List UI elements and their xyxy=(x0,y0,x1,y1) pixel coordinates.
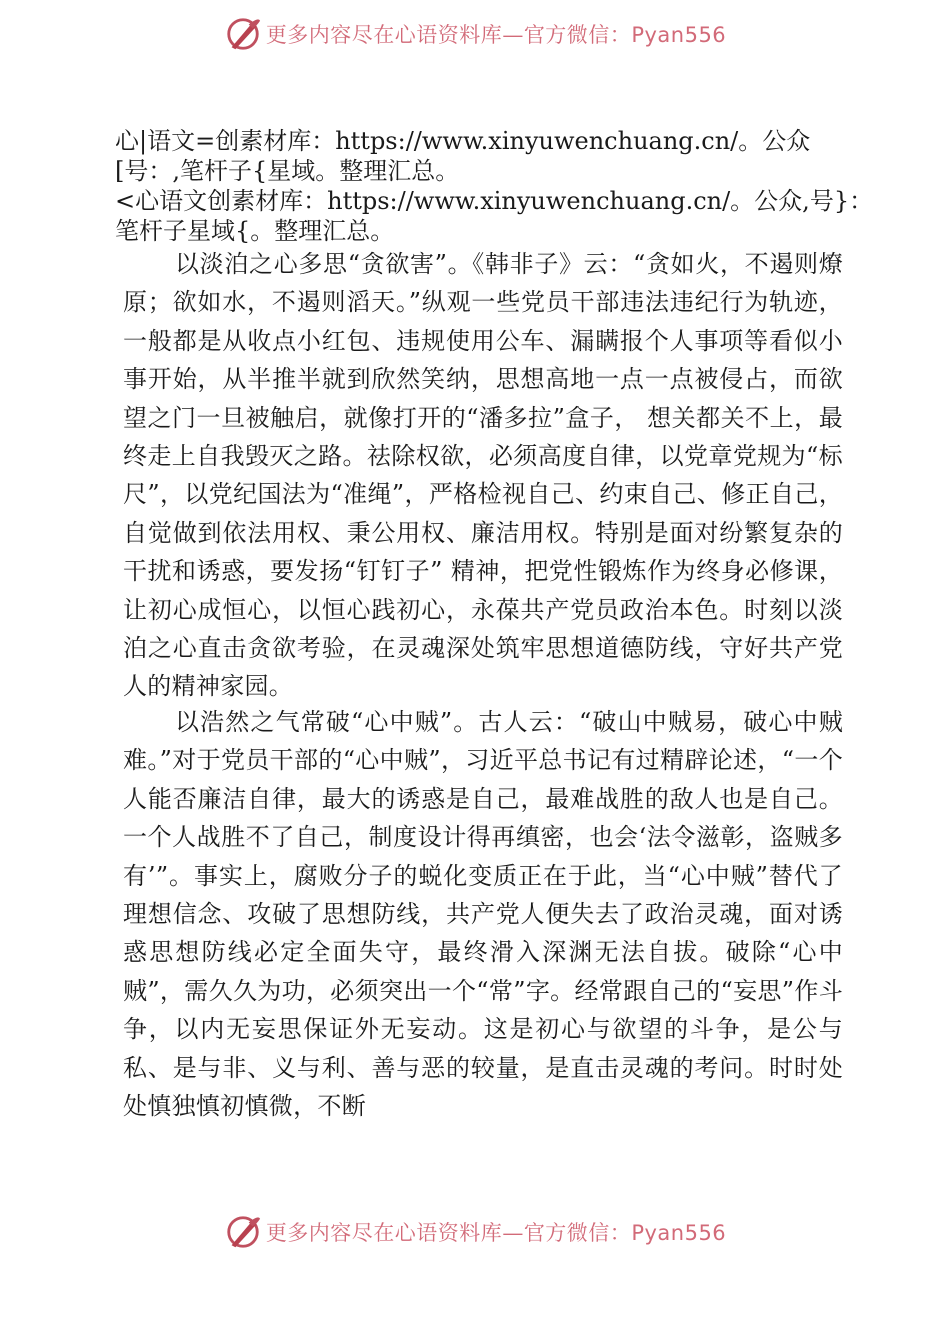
bottom-banner xyxy=(0,1212,950,1252)
header-line: 笔杆子星域{。整理汇总。 xyxy=(115,217,395,245)
header-lines xyxy=(115,126,915,246)
banner-wechat-id: Pyan556 xyxy=(631,1221,727,1245)
banner-wechat-id: Pyan556 xyxy=(631,23,727,47)
banner-text xyxy=(266,19,726,49)
banner-wechat-label: 官方微信： xyxy=(523,1221,632,1245)
banner-text xyxy=(266,1217,726,1247)
quill-logo-icon xyxy=(224,15,262,53)
header-line: 心|语文=创素材库：https://www.xinyuwenchuang.cn/。公众 xyxy=(115,127,811,155)
header-line: [号：,笔杆子{星域。整理汇总。 xyxy=(115,157,460,185)
banner-wechat-label: 官方微信： xyxy=(523,23,632,47)
paragraph-2: 以浩然之气常破“心中贼”。古人云：“破山中贼易，破心中贼难。”对于党员干部的“心中贼”，习近平总书记有过精辟论述，“一个人能否廉洁自律，最大的诱惑是自己，最难战胜的敌人也是自己。一个人战胜不了自己，制度设计得再缜密，也会‘法令滋彰，盗贼多有’”。事实上，腐败分子的蜕化变质正在于此，当“心中贼”替代了理想信念、攻破了思想防线，共产党人便失去了政治灵魂，面对诱惑思想防线必定全面失守，最终滑入深渊无法自拔。破除“心中贼”，需久久为功，必须突出一个“常”字。经常跟自己的“妄思”作斗争，以内无妄思保证外无妄动。这是初心与欲望的斗争，是公与私、是与非、义与利、善与恶的较量，是直击灵魂的考问。时时处处慎独慎初慎微，不断 xyxy=(123,708,843,1121)
banner-title: 更多内容尽在心语资料库 xyxy=(265,23,503,47)
header-line: <心语文创素材库：https://www.xinyuwenchuang.cn/。公众,号}： xyxy=(115,187,874,215)
top-banner xyxy=(0,14,950,54)
banner-separator: — xyxy=(502,1221,524,1245)
paragraph-1: 以淡泊之心多思“贪欲害”。《韩非子》云：“贪如火，不遏则燎原；欲如水，不遏则滔天。”纵观一些党员干部违法违纪行为轨迹，一般都是从收点小红包、违规使用公车、漏瞒报个人事项等看似小事开始，从半推半就到欣然笑纳，思想高地一点一点被侵占，而欲望之门一旦被触启，就像打开的“潘多拉”盒子， 想关都关不上，最终走上自我毁灭之路。祛除权欲，必须高度自律，以党章党规为“标尺”，以党纪国法为“准绳”，严格检视自己、约束自己、修正自己，自觉做到依法用权、秉公用权、廉洁用权。特别是面对纷繁复杂的干扰和诱惑，要发扬“钉钉子” 精神，把党性锻炼作为终身必修课，让初心成恒心，以恒心践初心，永葆共产党员政治本色。时刻以淡泊之心直击贪欲考验，在灵魂深处筑牢思想道德防线，守好共产党人的精神家园。 xyxy=(123,250,843,701)
banner-title: 更多内容尽在心语资料库 xyxy=(265,1221,503,1245)
banner-separator: — xyxy=(502,23,524,47)
quill-logo-icon xyxy=(224,1213,262,1251)
